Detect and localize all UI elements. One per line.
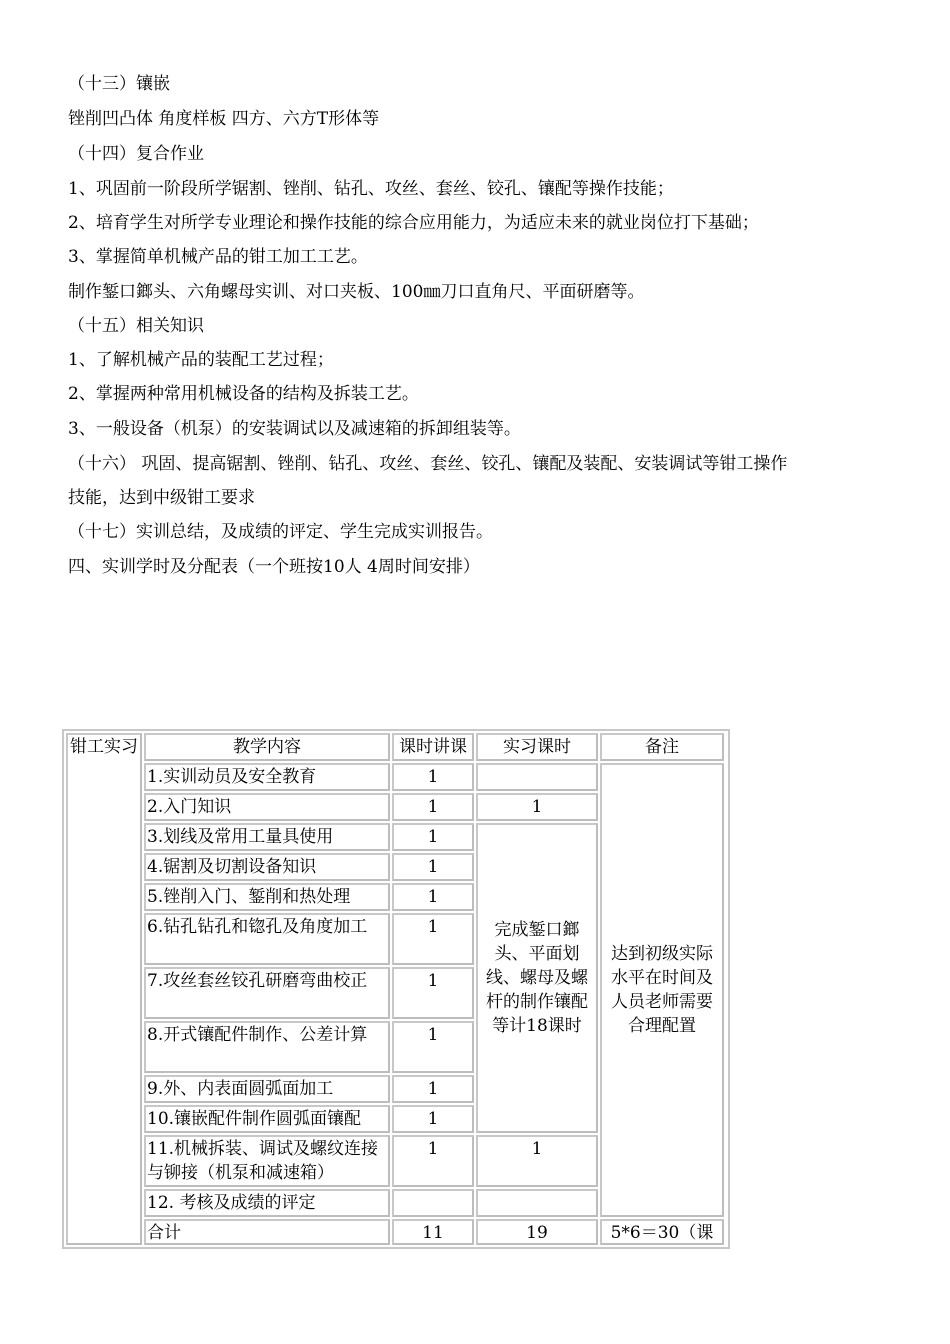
table-row-lecture: 1 [392, 1105, 474, 1133]
table-row-lecture: 1 [392, 913, 474, 965]
table-row-content: 8.开式镶配件制作、公差计算 [144, 1021, 390, 1073]
paragraph-line: 1、巩固前一阶段所学锯割、锉削、钻孔、攻丝、套丝、铰孔、镶配等操作技能； [68, 179, 674, 199]
paragraph-line: 2、掌握两种常用机械设备的结构及拆装工艺。 [68, 384, 419, 404]
section-heading-16: （十六） 巩固、提高锯割、锉削、钻孔、攻丝、套丝、铰孔、镶配及装配、安装调试等钳工操作 [68, 454, 788, 474]
header-practice-hours: 实习课时 [476, 733, 598, 761]
table-row-lecture: 1 [392, 823, 474, 851]
merged-remark-cell: 达到初级实际水平在时间及人员老师需要合理配置 [600, 763, 724, 1217]
table-row-content: 12. 考核及成绩的评定 [144, 1189, 390, 1217]
table-row-practice: 1 [476, 793, 598, 821]
table-row-lecture: 1 [392, 1021, 474, 1073]
table-row-content: 1.实训动员及安全教育 [144, 763, 390, 791]
table-row-lecture: 1 [392, 883, 474, 911]
paragraph-line: 2、培育学生对所学专业理论和操作技能的综合应用能力，为适应未来的就业岗位打下基础； [68, 213, 759, 233]
table-row-practice: 1 [476, 1135, 598, 1187]
paragraph-line: 1、了解机械产品的装配工艺过程； [68, 350, 334, 370]
table-row-lecture: 1 [392, 763, 474, 791]
total-remark: 5*6＝30（课 [600, 1219, 724, 1245]
merged-practice-cell: 完成錾口鎯头、平面划线、螺母及螺杆的制作镶配等计18课时 [476, 823, 598, 1133]
total-practice: 19 [476, 1219, 598, 1245]
paragraph-line: 3、一般设备（机泵）的安装调试以及减速箱的拆卸组装等。 [68, 419, 521, 439]
table-row-practice [476, 1189, 598, 1217]
section-heading-17: （十七）实训总结，及成绩的评定、学生完成实训报告。 [68, 522, 493, 542]
section-heading-14: （十四）复合作业 [68, 144, 204, 164]
table-row-content: 2.入门知识 [144, 793, 390, 821]
hours-allocation-table [62, 729, 730, 1249]
table-row-content: 3.划线及常用工量具使用 [144, 823, 390, 851]
table-row-practice [476, 763, 598, 791]
table-row-content: 4.锯割及切割设备知识 [144, 853, 390, 881]
total-label: 合计 [144, 1219, 390, 1245]
section-heading-13: （十三）镶嵌 [68, 74, 170, 94]
table-row-content: 10.镶嵌配件制作圆弧面镶配 [144, 1105, 390, 1133]
table-row-lecture: 1 [392, 793, 474, 821]
paragraph-line: 制作錾口鎯头、六角螺母实训、对口夹板、100㎜刀口直角尺、平面研磨等。 [68, 282, 645, 302]
table-row-lecture [392, 1189, 474, 1217]
total-lecture: 11 [392, 1219, 474, 1245]
table-row-content: 5.锉削入门、錾削和热处理 [144, 883, 390, 911]
paragraph-line: 锉削凹凸体 角度样板 四方、六方T形体等 [68, 109, 380, 129]
paragraph-line: 技能，达到中级钳工要求 [68, 488, 255, 508]
header-lecture-hours: 课时讲课 [392, 733, 474, 761]
table-row-content: 7.攻丝套丝铰孔研磨弯曲校正 [144, 967, 390, 1019]
table-row-lecture: 1 [392, 1135, 474, 1187]
category-cell: 钳工实习 [66, 733, 142, 1245]
table-row-lecture: 1 [392, 967, 474, 1019]
table-row-content: 9.外、内表面圆弧面加工 [144, 1075, 390, 1103]
table-row-content: 11.机械拆装、调试及螺纹连接与铆接（机泵和减速箱） [144, 1135, 390, 1187]
section-heading-15: （十五）相关知识 [68, 316, 204, 336]
table-row-content: 6.钻孔钻孔和锪孔及角度加工 [144, 913, 390, 965]
section-heading-4: 四、实训学时及分配表（一个班按10人 4周时间安排） [68, 557, 480, 577]
paragraph-line: 3、掌握简单机械产品的钳工加工工艺。 [68, 247, 368, 267]
table-row-lecture: 1 [392, 853, 474, 881]
header-content: 教学内容 [144, 733, 390, 761]
header-remark: 备注 [600, 733, 724, 761]
table-row-lecture: 1 [392, 1075, 474, 1103]
